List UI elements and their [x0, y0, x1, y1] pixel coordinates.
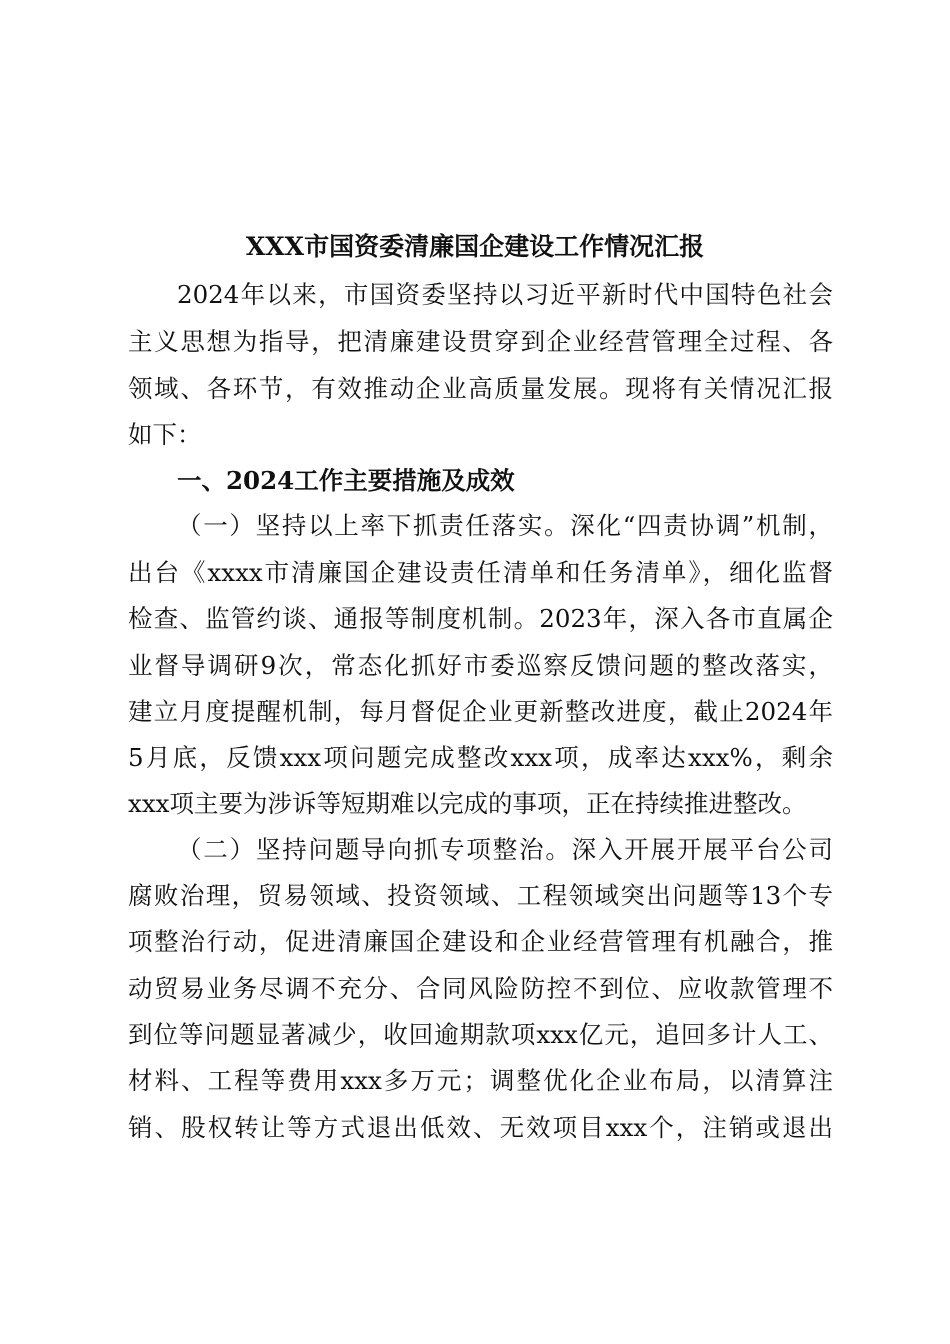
- intro-line: 主义思想为指导，把清廉建设贯穿到企业经营管理全过程、各: [128, 327, 833, 356]
- paragraph-line: （二）坚持问题导向抓专项整治。深入开展开展平台公司: [177, 835, 833, 864]
- paragraph-line: 业督导调研9次，常态化抓好市委巡察反馈问题的整改落实，: [128, 651, 833, 680]
- paragraph-line: xxx项主要为涉诉等短期难以完成的事项，正在持续推进整改。: [128, 789, 807, 818]
- paragraph-line: 材料、工程等费用xxx多万元；调整优化企业布局，以清算注: [128, 1066, 833, 1095]
- paragraph-line: （一）坚持以上率下抓责任落实。深化“四责协调”机制，: [177, 511, 833, 540]
- paragraph-line: 检查、监管约谈、通报等制度机制。2023年，深入各市直属企: [128, 604, 833, 633]
- document-title: XXX市国资委清廉国企建设工作情况汇报: [245, 232, 705, 261]
- paragraph-line: 出台《xxxx市清廉国企建设责任清单和任务清单》，细化监督: [128, 558, 833, 587]
- section-heading: 一、2024工作主要措施及成效: [177, 466, 515, 495]
- paragraph-line: 动贸易业务尽调不充分、合同风险防控不到位、应收款管理不: [128, 974, 833, 1003]
- intro-line: 如下：: [128, 420, 202, 449]
- paragraph-line: 5月底，反馈xxx项问题完成整改xxx项，成率达xxx%，剩余: [128, 743, 833, 772]
- paragraph-line: 项整治行动，促进清廉国企建设和企业经营管理有机融合，推: [128, 927, 833, 956]
- paragraph-line: 腐败治理，贸易领域、投资领域、工程领域突出问题等13个专: [128, 881, 833, 910]
- paragraph-line: 到位等问题显著减少，收回逾期款项xxx亿元，追回多计人工、: [128, 1020, 833, 1049]
- paragraph-line: 建立月度提醒机制，每月督促企业更新整改进度，截止2024年: [128, 697, 833, 726]
- intro-line: 领域、各环节，有效推动企业高质量发展。现将有关情况汇报: [128, 374, 833, 403]
- paragraph-line: 销、股权转让等方式退出低效、无效项目xxx个，注销或退出: [128, 1113, 833, 1142]
- intro-line: 2024年以来，市国资委坚持以习近平新时代中国特色社会: [177, 280, 833, 309]
